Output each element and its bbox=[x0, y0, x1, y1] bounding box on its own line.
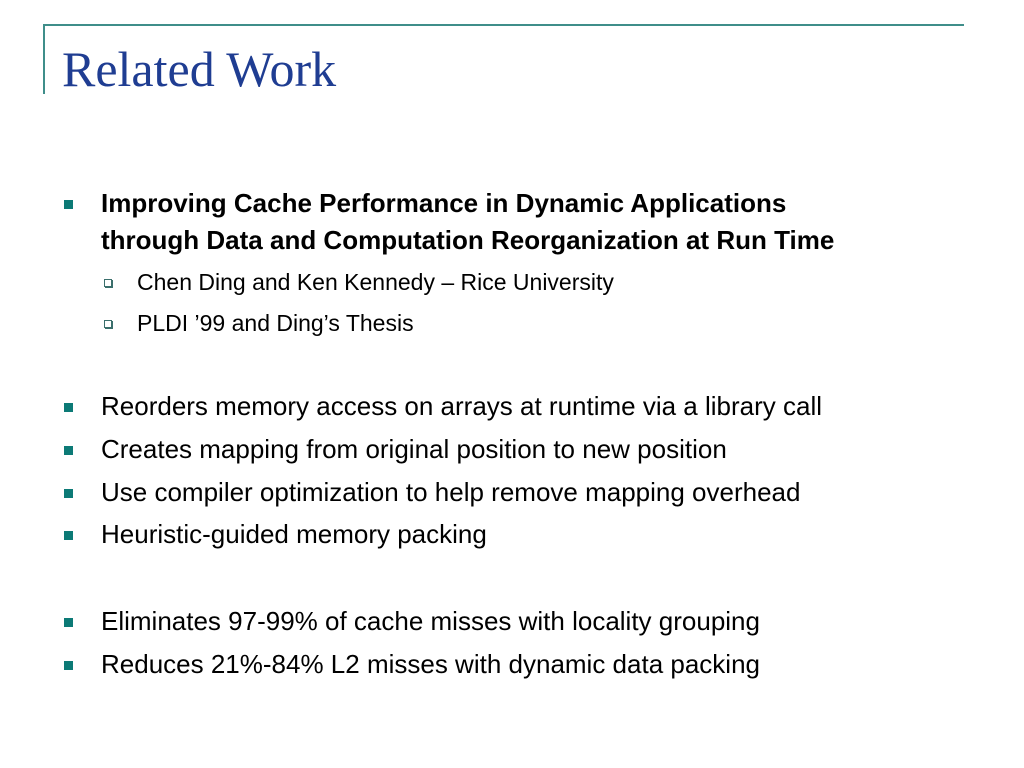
main-item-line-2: through Data and Computation Reorganization at Run Time bbox=[101, 225, 835, 255]
bullet-square-icon bbox=[64, 403, 73, 412]
bullet-item: Reduces 21%-84% L2 misses with dynamic data packing bbox=[101, 649, 761, 679]
bullet-square-icon bbox=[64, 661, 73, 670]
bullet-item: Reorders memory access on arrays at runtime via a library call bbox=[101, 391, 823, 421]
bullet-square-icon bbox=[64, 618, 73, 627]
bullet-item: Heuristic-guided memory packing bbox=[101, 519, 487, 549]
bullet-square-icon bbox=[64, 531, 73, 540]
bullet-item: Use compiler optimization to help remove mapping overhead bbox=[101, 477, 801, 507]
slide-title: Related Work bbox=[62, 41, 337, 97]
bullet-square-icon bbox=[64, 489, 73, 498]
main-item-line-1: Improving Cache Performance in Dynamic Applications bbox=[101, 188, 787, 218]
sub-item: Chen Ding and Ken Kennedy – Rice University bbox=[137, 269, 614, 295]
sub-item: PLDI ’99 and Ding’s Thesis bbox=[137, 310, 414, 336]
bullet-square-icon bbox=[64, 200, 73, 209]
sub-bullet-square-icon bbox=[104, 320, 112, 328]
bullet-square-icon bbox=[64, 446, 73, 455]
sub-bullet-square-icon bbox=[104, 279, 112, 287]
bullet-item: Eliminates 97-99% of cache misses with locality grouping bbox=[101, 606, 760, 636]
bullet-item: Creates mapping from original position to new position bbox=[101, 434, 727, 464]
